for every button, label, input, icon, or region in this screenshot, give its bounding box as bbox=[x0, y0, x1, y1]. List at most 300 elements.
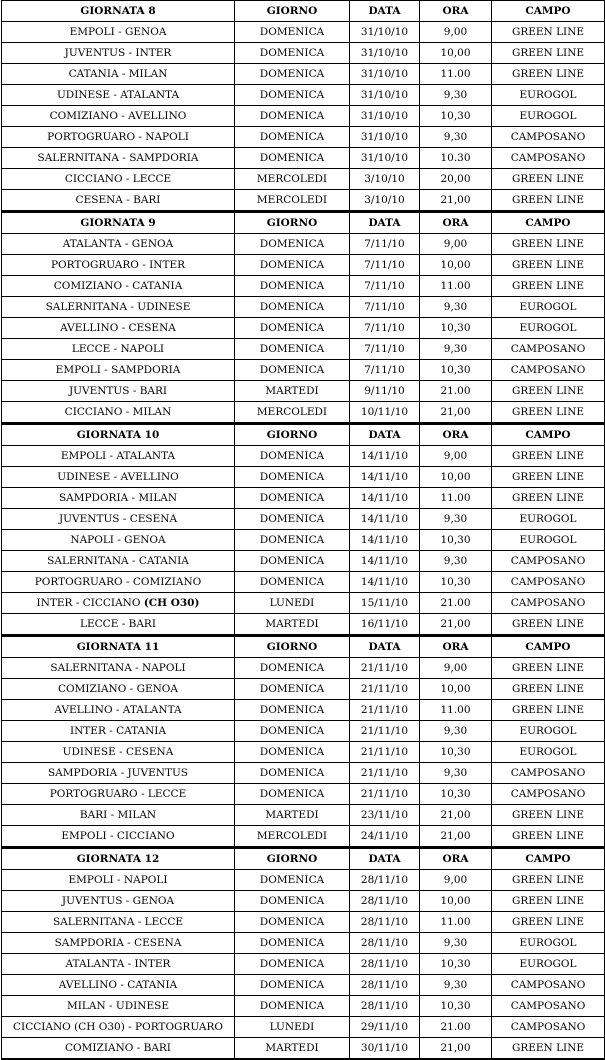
ora-cell: 9,30 bbox=[420, 509, 492, 530]
match-cell bbox=[2, 700, 235, 721]
header-campo: CAMPO bbox=[492, 848, 605, 870]
giorno-cell: DOMENICA bbox=[235, 933, 350, 954]
data-cell: 28/11/10 bbox=[350, 996, 420, 1017]
data-cell: 14/11/10 bbox=[350, 530, 420, 551]
match-row bbox=[2, 169, 605, 190]
ora-cell: 9,00 bbox=[420, 446, 492, 467]
match-teams: NAPOLI - GENOA bbox=[70, 534, 166, 546]
ora-cell: 10.30 bbox=[420, 148, 492, 169]
match-row bbox=[2, 127, 605, 148]
data-cell: 3/10/10 bbox=[350, 190, 420, 212]
match-cell bbox=[2, 593, 235, 614]
giorno-cell: DOMENICA bbox=[235, 891, 350, 912]
match-row bbox=[2, 975, 605, 996]
ora-cell: 10,00 bbox=[420, 679, 492, 700]
round-title: GIORNATA 12 bbox=[2, 848, 235, 870]
campo-cell: CAMPOSANO bbox=[492, 975, 605, 996]
match-teams: AVELLINO - ATALANTA bbox=[54, 704, 182, 716]
match-teams: COMIZIANO - CATANIA bbox=[53, 280, 183, 292]
campo-cell: EUROGOL bbox=[492, 297, 605, 318]
match-row bbox=[2, 933, 605, 954]
giorno-cell: DOMENICA bbox=[235, 64, 350, 85]
header-giorno: GIORNO bbox=[235, 848, 350, 870]
match-cell bbox=[2, 763, 235, 784]
header-ora: ORA bbox=[420, 212, 492, 234]
ora-cell: 10,00 bbox=[420, 467, 492, 488]
giorno-cell: DOMENICA bbox=[235, 658, 350, 679]
data-cell: 14/11/10 bbox=[350, 551, 420, 572]
match-cell bbox=[2, 1017, 235, 1038]
campo-cell: GREEN LINE bbox=[492, 679, 605, 700]
match-cell bbox=[2, 360, 235, 381]
data-cell: 14/11/10 bbox=[350, 467, 420, 488]
match-row bbox=[2, 190, 605, 212]
match-row bbox=[2, 912, 605, 933]
ora-cell: 9,00 bbox=[420, 658, 492, 679]
match-row bbox=[2, 488, 605, 509]
round-title: GIORNATA 9 bbox=[2, 212, 235, 234]
data-cell: 7/11/10 bbox=[350, 255, 420, 276]
ora-cell: 10,00 bbox=[420, 43, 492, 64]
match-row bbox=[2, 784, 605, 805]
giorno-cell: DOMENICA bbox=[235, 700, 350, 721]
match-teams: ATALANTA - INTER bbox=[65, 958, 171, 970]
match-cell bbox=[2, 572, 235, 593]
data-cell: 21/11/10 bbox=[350, 679, 420, 700]
campo-cell: CAMPOSANO bbox=[492, 127, 605, 148]
data-cell: 24/11/10 bbox=[350, 826, 420, 848]
match-cell bbox=[2, 169, 235, 190]
giorno-cell: DOMENICA bbox=[235, 996, 350, 1017]
giorno-cell: DOMENICA bbox=[235, 954, 350, 975]
data-cell: 31/10/10 bbox=[350, 43, 420, 64]
match-row bbox=[2, 467, 605, 488]
data-cell: 28/11/10 bbox=[350, 975, 420, 996]
campo-cell: GREEN LINE bbox=[492, 826, 605, 848]
data-cell: 23/11/10 bbox=[350, 805, 420, 826]
campo-cell: CAMPOSANO bbox=[492, 551, 605, 572]
giorno-cell: MARTEDI bbox=[235, 614, 350, 636]
match-row bbox=[2, 1017, 605, 1038]
ora-cell: 10,30 bbox=[420, 742, 492, 763]
ora-cell: 21.00 bbox=[420, 381, 492, 402]
match-cell bbox=[2, 234, 235, 255]
match-cell bbox=[2, 318, 235, 339]
ora-cell: 21,00 bbox=[420, 402, 492, 424]
match-cell bbox=[2, 530, 235, 551]
campo-cell: GREEN LINE bbox=[492, 381, 605, 402]
match-row bbox=[2, 64, 605, 85]
ora-cell: 10,00 bbox=[420, 891, 492, 912]
round-title: GIORNATA 11 bbox=[2, 636, 235, 658]
match-teams: SALERNITANA - UDINESE bbox=[45, 301, 191, 313]
match-cell bbox=[2, 1038, 235, 1060]
round-header-row bbox=[2, 636, 605, 658]
match-cell bbox=[2, 721, 235, 742]
data-cell: 31/10/10 bbox=[350, 127, 420, 148]
header-data: DATA bbox=[350, 1, 420, 22]
giorno-cell: MERCOLEDI bbox=[235, 402, 350, 424]
header-data: DATA bbox=[350, 636, 420, 658]
data-cell: 14/11/10 bbox=[350, 509, 420, 530]
match-cell bbox=[2, 954, 235, 975]
match-cell bbox=[2, 912, 235, 933]
match-teams: CICCIANO - MILAN bbox=[64, 406, 172, 418]
data-cell: 9/11/10 bbox=[350, 381, 420, 402]
match-teams: COMIZIANO - BARI bbox=[65, 1042, 171, 1054]
campo-cell: GREEN LINE bbox=[492, 402, 605, 424]
match-row bbox=[2, 446, 605, 467]
match-teams: COMIZIANO - GENOA bbox=[57, 683, 179, 695]
ora-cell: 21,00 bbox=[420, 805, 492, 826]
campo-cell: GREEN LINE bbox=[492, 22, 605, 43]
match-teams: SALERNITANA - CATANIA bbox=[47, 555, 189, 567]
match-row bbox=[2, 891, 605, 912]
ora-cell: 9,30 bbox=[420, 551, 492, 572]
match-cell bbox=[2, 933, 235, 954]
giorno-cell: DOMENICA bbox=[235, 106, 350, 127]
giorno-cell: LUNEDI bbox=[235, 1017, 350, 1038]
data-cell: 7/11/10 bbox=[350, 360, 420, 381]
header-data: DATA bbox=[350, 424, 420, 446]
ora-cell: 9,30 bbox=[420, 339, 492, 360]
match-teams: ATALANTA - GENOA bbox=[62, 238, 174, 250]
match-teams: SALERNITANA - NAPOLI bbox=[50, 662, 186, 674]
giorno-cell: DOMENICA bbox=[235, 763, 350, 784]
campo-cell: EUROGOL bbox=[492, 509, 605, 530]
giorno-cell: LUNEDI bbox=[235, 593, 350, 614]
match-teams: EMPOLI - ATALANTA bbox=[60, 450, 176, 462]
match-row bbox=[2, 530, 605, 551]
match-cell bbox=[2, 339, 235, 360]
campo-cell: GREEN LINE bbox=[492, 43, 605, 64]
header-data: DATA bbox=[350, 848, 420, 870]
giorno-cell: DOMENICA bbox=[235, 509, 350, 530]
ora-cell: 10,30 bbox=[420, 572, 492, 593]
round-header-row bbox=[2, 424, 605, 446]
giorno-cell: DOMENICA bbox=[235, 467, 350, 488]
campo-cell: GREEN LINE bbox=[492, 488, 605, 509]
ora-cell: 10,30 bbox=[420, 318, 492, 339]
campo-cell: EUROGOL bbox=[492, 721, 605, 742]
match-teams: CESENA - BARI bbox=[75, 194, 161, 206]
giorno-cell: DOMENICA bbox=[235, 148, 350, 169]
giorno-cell: DOMENICA bbox=[235, 318, 350, 339]
match-row bbox=[2, 339, 605, 360]
match-teams: EMPOLI - NAPOLI bbox=[68, 874, 168, 886]
match-cell bbox=[2, 22, 235, 43]
ora-cell: 9,00 bbox=[420, 234, 492, 255]
campo-cell: CAMPOSANO bbox=[492, 996, 605, 1017]
data-cell: 28/11/10 bbox=[350, 891, 420, 912]
match-teams: UDINESE - CESENA bbox=[62, 746, 174, 758]
campo-cell: GREEN LINE bbox=[492, 64, 605, 85]
data-cell: 31/10/10 bbox=[350, 85, 420, 106]
match-cell bbox=[2, 614, 235, 636]
data-cell: 7/11/10 bbox=[350, 234, 420, 255]
match-row bbox=[2, 658, 605, 679]
campo-cell: GREEN LINE bbox=[492, 190, 605, 212]
match-cell bbox=[2, 975, 235, 996]
schedule-body bbox=[2, 1, 605, 1060]
data-cell: 21/11/10 bbox=[350, 742, 420, 763]
giorno-cell: DOMENICA bbox=[235, 870, 350, 891]
match-row bbox=[2, 870, 605, 891]
match-cell bbox=[2, 64, 235, 85]
match-teams: JUVENTUS - BARI bbox=[68, 385, 168, 397]
match-cell bbox=[2, 43, 235, 64]
ora-cell: 10,30 bbox=[420, 996, 492, 1017]
campo-cell: CAMPOSANO bbox=[492, 763, 605, 784]
match-cell bbox=[2, 658, 235, 679]
header-ora: ORA bbox=[420, 636, 492, 658]
ora-cell: 9,30 bbox=[420, 127, 492, 148]
header-campo: CAMPO bbox=[492, 1, 605, 22]
campo-cell: GREEN LINE bbox=[492, 805, 605, 826]
header-ora: ORA bbox=[420, 1, 492, 22]
data-cell: 21/11/10 bbox=[350, 784, 420, 805]
giorno-cell: DOMENICA bbox=[235, 339, 350, 360]
data-cell: 21/11/10 bbox=[350, 721, 420, 742]
giorno-cell: DOMENICA bbox=[235, 255, 350, 276]
match-teams: LECCE - BARI bbox=[80, 618, 156, 630]
campo-cell: GREEN LINE bbox=[492, 169, 605, 190]
match-teams: CICCIANO (CH O30) - PORTOGRUARO bbox=[13, 1021, 223, 1033]
ora-cell: 21.00 bbox=[420, 1017, 492, 1038]
match-cell bbox=[2, 190, 235, 212]
match-row bbox=[2, 509, 605, 530]
data-cell: 21/11/10 bbox=[350, 658, 420, 679]
header-campo: CAMPO bbox=[492, 636, 605, 658]
match-cell bbox=[2, 148, 235, 169]
giorno-cell: DOMENICA bbox=[235, 572, 350, 593]
match-row bbox=[2, 679, 605, 700]
match-teams: JUVENTUS - INTER bbox=[64, 47, 172, 59]
match-cell bbox=[2, 784, 235, 805]
ora-cell: 9,00 bbox=[420, 870, 492, 891]
data-cell: 10/11/10 bbox=[350, 402, 420, 424]
giorno-cell: MERCOLEDI bbox=[235, 826, 350, 848]
data-cell: 31/10/10 bbox=[350, 22, 420, 43]
campo-cell: GREEN LINE bbox=[492, 912, 605, 933]
campo-cell: GREEN LINE bbox=[492, 614, 605, 636]
campo-cell: GREEN LINE bbox=[492, 446, 605, 467]
match-teams: PORTOGRUARO - NAPOLI bbox=[47, 131, 189, 143]
data-cell: 14/11/10 bbox=[350, 572, 420, 593]
match-teams: PORTOGRUARO - COMIZIANO bbox=[34, 576, 202, 588]
campo-cell: CAMPOSANO bbox=[492, 784, 605, 805]
match-teams: SAMPDORIA - JUVENTUS bbox=[47, 767, 189, 779]
ora-cell: 9,30 bbox=[420, 297, 492, 318]
ora-cell: 11.00 bbox=[420, 488, 492, 509]
match-row bbox=[2, 700, 605, 721]
header-campo: CAMPO bbox=[492, 212, 605, 234]
campo-cell: GREEN LINE bbox=[492, 891, 605, 912]
match-cell bbox=[2, 297, 235, 318]
header-giorno: GIORNO bbox=[235, 212, 350, 234]
giorno-cell: DOMENICA bbox=[235, 446, 350, 467]
giorno-cell: DOMENICA bbox=[235, 297, 350, 318]
ora-cell: 11.00 bbox=[420, 276, 492, 297]
giorno-cell: MARTEDI bbox=[235, 1038, 350, 1060]
match-cell bbox=[2, 870, 235, 891]
match-row bbox=[2, 996, 605, 1017]
data-cell: 29/11/10 bbox=[350, 1017, 420, 1038]
match-row bbox=[2, 85, 605, 106]
match-cell bbox=[2, 446, 235, 467]
data-cell: 7/11/10 bbox=[350, 276, 420, 297]
match-row bbox=[2, 402, 605, 424]
ora-cell: 10,00 bbox=[420, 255, 492, 276]
data-cell: 7/11/10 bbox=[350, 339, 420, 360]
match-cell bbox=[2, 996, 235, 1017]
campo-cell: CAMPOSANO bbox=[492, 360, 605, 381]
match-row bbox=[2, 1038, 605, 1060]
data-cell: 14/11/10 bbox=[350, 488, 420, 509]
giorno-cell: DOMENICA bbox=[235, 742, 350, 763]
campo-cell: GREEN LINE bbox=[492, 467, 605, 488]
match-teams: CATANIA - MILAN bbox=[68, 68, 168, 80]
giorno-cell: DOMENICA bbox=[235, 488, 350, 509]
match-teams: PORTOGRUARO - INTER bbox=[50, 259, 186, 271]
campo-cell: EUROGOL bbox=[492, 106, 605, 127]
match-teams: CICCIANO - LECCE bbox=[64, 173, 172, 185]
match-row bbox=[2, 318, 605, 339]
match-row bbox=[2, 360, 605, 381]
match-cell bbox=[2, 891, 235, 912]
ora-cell: 9,00 bbox=[420, 22, 492, 43]
header-giorno: GIORNO bbox=[235, 424, 350, 446]
campo-cell: EUROGOL bbox=[492, 954, 605, 975]
data-cell: 15/11/10 bbox=[350, 593, 420, 614]
match-cell bbox=[2, 85, 235, 106]
data-cell: 30/11/10 bbox=[350, 1038, 420, 1060]
match-row bbox=[2, 276, 605, 297]
giorno-cell: MARTEDI bbox=[235, 805, 350, 826]
data-cell: 14/11/10 bbox=[350, 446, 420, 467]
giorno-cell: DOMENICA bbox=[235, 975, 350, 996]
header-campo: CAMPO bbox=[492, 424, 605, 446]
match-teams: EMPOLI - SAMPDORIA bbox=[55, 364, 181, 376]
data-cell: 28/11/10 bbox=[350, 933, 420, 954]
giorno-cell: MARTEDI bbox=[235, 381, 350, 402]
match-note: (CH O30) bbox=[143, 597, 200, 609]
ora-cell: 11.00 bbox=[420, 700, 492, 721]
match-row bbox=[2, 255, 605, 276]
match-teams: INTER - CATANIA bbox=[69, 725, 167, 737]
match-teams: UDINESE - AVELLINO bbox=[57, 471, 179, 483]
match-cell bbox=[2, 509, 235, 530]
ora-cell: 9,30 bbox=[420, 721, 492, 742]
match-teams: SAMPDORIA - CESENA bbox=[54, 937, 182, 949]
data-cell: 21/11/10 bbox=[350, 763, 420, 784]
match-cell bbox=[2, 276, 235, 297]
campo-cell: EUROGOL bbox=[492, 318, 605, 339]
campo-cell: GREEN LINE bbox=[492, 276, 605, 297]
ora-cell: 9,30 bbox=[420, 763, 492, 784]
giorno-cell: MERCOLEDI bbox=[235, 190, 350, 212]
match-row bbox=[2, 614, 605, 636]
ora-cell: 9,30 bbox=[420, 933, 492, 954]
campo-cell: GREEN LINE bbox=[492, 870, 605, 891]
match-teams: AVELLINO - CATANIA bbox=[58, 979, 178, 991]
header-giorno: GIORNO bbox=[235, 1, 350, 22]
match-cell bbox=[2, 805, 235, 826]
campo-cell: GREEN LINE bbox=[492, 700, 605, 721]
data-cell: 28/11/10 bbox=[350, 954, 420, 975]
match-row bbox=[2, 805, 605, 826]
match-teams: EMPOLI - GENOA bbox=[69, 26, 167, 38]
match-teams: AVELLINO - CESENA bbox=[60, 322, 176, 334]
match-teams: JUVENTUS - GENOA bbox=[61, 895, 175, 907]
campo-cell: EUROGOL bbox=[492, 530, 605, 551]
ora-cell: 21,00 bbox=[420, 614, 492, 636]
data-cell: 16/11/10 bbox=[350, 614, 420, 636]
match-teams: COMIZIANO - AVELLINO bbox=[49, 110, 187, 122]
match-teams: UDINESE - ATALANTA bbox=[56, 89, 180, 101]
giorno-cell: DOMENICA bbox=[235, 234, 350, 255]
round-header-row bbox=[2, 848, 605, 870]
campo-cell: GREEN LINE bbox=[492, 255, 605, 276]
data-cell: 7/11/10 bbox=[350, 297, 420, 318]
match-cell bbox=[2, 488, 235, 509]
data-cell: 31/10/10 bbox=[350, 148, 420, 169]
match-cell bbox=[2, 826, 235, 848]
match-cell bbox=[2, 127, 235, 148]
match-teams: SALERNITANA - SAMPDORIA bbox=[37, 152, 199, 164]
campo-cell: CAMPOSANO bbox=[492, 339, 605, 360]
giorno-cell: DOMENICA bbox=[235, 912, 350, 933]
ora-cell: 21,00 bbox=[420, 826, 492, 848]
match-row bbox=[2, 297, 605, 318]
ora-cell: 21,00 bbox=[420, 190, 492, 212]
match-cell bbox=[2, 255, 235, 276]
match-row bbox=[2, 826, 605, 848]
match-teams: JUVENTUS - CESENA bbox=[58, 513, 178, 525]
campo-cell: CAMPOSANO bbox=[492, 1017, 605, 1038]
header-data: DATA bbox=[350, 212, 420, 234]
match-teams: LECCE - NAPOLI bbox=[71, 343, 165, 355]
campo-cell: GREEN LINE bbox=[492, 658, 605, 679]
giorno-cell: DOMENICA bbox=[235, 85, 350, 106]
data-cell: 31/10/10 bbox=[350, 106, 420, 127]
header-ora: ORA bbox=[420, 424, 492, 446]
round-header-row bbox=[2, 212, 605, 234]
match-teams: BARI - MILAN bbox=[79, 809, 157, 821]
match-row bbox=[2, 763, 605, 784]
match-teams: EMPOLI - CICCIANO bbox=[61, 830, 175, 842]
giorno-cell: DOMENICA bbox=[235, 127, 350, 148]
ora-cell: 9,30 bbox=[420, 85, 492, 106]
match-teams: MILAN - UDINESE bbox=[67, 1000, 169, 1012]
ora-cell: 10,30 bbox=[420, 954, 492, 975]
match-cell bbox=[2, 402, 235, 424]
match-cell bbox=[2, 106, 235, 127]
giorno-cell: DOMENICA bbox=[235, 721, 350, 742]
match-teams: SAMPDORIA - MILAN bbox=[58, 492, 178, 504]
campo-cell: EUROGOL bbox=[492, 742, 605, 763]
match-row bbox=[2, 721, 605, 742]
giorno-cell: DOMENICA bbox=[235, 43, 350, 64]
match-row bbox=[2, 551, 605, 572]
ora-cell: 11.00 bbox=[420, 64, 492, 85]
match-cell bbox=[2, 381, 235, 402]
match-teams: SALERNITANA - LECCE bbox=[52, 916, 184, 928]
giorno-cell: DOMENICA bbox=[235, 22, 350, 43]
match-cell bbox=[2, 551, 235, 572]
match-teams: PORTOGRUARO - LECCE bbox=[49, 788, 187, 800]
data-cell: 21/11/10 bbox=[350, 700, 420, 721]
